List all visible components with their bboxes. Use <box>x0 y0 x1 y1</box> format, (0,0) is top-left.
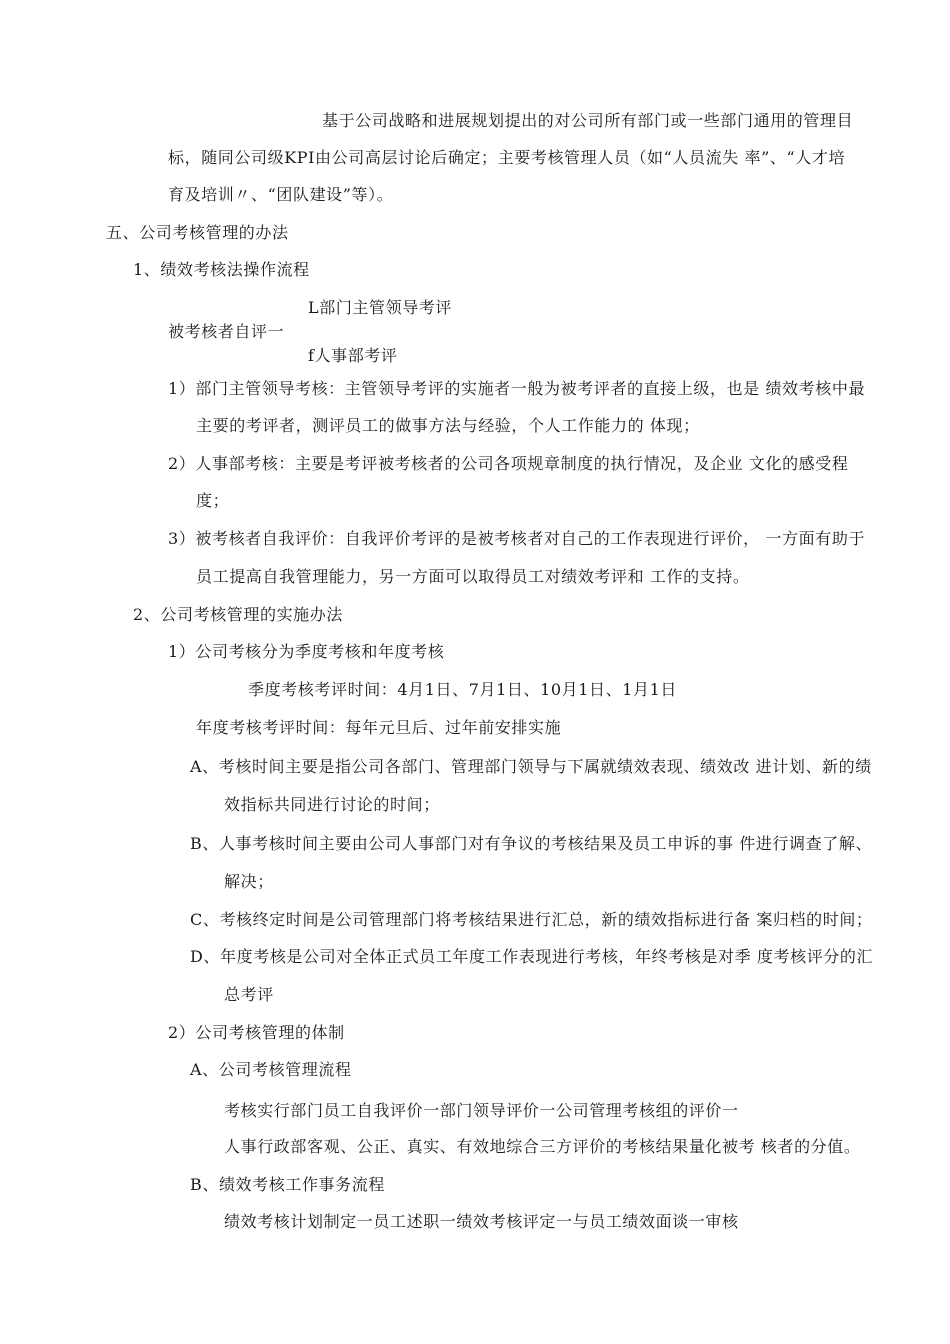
subsection-1-heading: 1、绩效考核法操作流程 <box>133 260 310 279</box>
intro-line-1: 基于公司战略和进展规划提出的对公司所有部门或一些部门通用的管理目 <box>322 111 854 130</box>
section-5-heading: 五、公司考核管理的办法 <box>106 223 289 242</box>
item-1-line-2: 主要的考评者，测评员工的做事方法与经验，个人工作能力的 体现； <box>196 416 700 435</box>
process-B-line-1: 绩效考核计划制定一员工述职一绩效考核评定一与员工绩效面谈一审核 <box>224 1212 739 1231</box>
item-D-line-1: D、年度考核是公司对全体正式员工年度工作表现进行考核，年终考核是对季 度考核评分的汇 <box>190 947 874 966</box>
process-B-heading: B、绩效考核工作事务流程 <box>190 1175 385 1194</box>
item-2-line-1: 2）人事部考核：主要是考评被考核者的公司各项规章制度的执行情况，及企业 文化的感受程 <box>168 454 849 473</box>
process-A-heading: A、公司考核管理流程 <box>190 1060 352 1079</box>
item-C-line-1: C、考核终定时间是公司管理部门将考核结果进行汇总，新的绩效指标进行备 案归档的时间； <box>190 910 873 929</box>
process-A-line-2: 人事行政部客观、公正、真实、有效地综合三方评价的考核结果量化被考 核者的分值。 <box>224 1137 861 1156</box>
item-2-line-2: 度； <box>196 491 230 510</box>
flow-top-branch: L部门主管领导考评 <box>308 298 453 317</box>
item-A-line-1: A、考核时间主要是指公司各部门、管理部门领导与下属就绩效表现、绩效改 进计划、新的绩 <box>190 757 872 776</box>
item-3-line-1: 3）被考核者自我评价：自我评价考评的是被考核者对自己的工作表现进行评价， 一方面有助于 <box>168 529 866 548</box>
item-D-line-2: 总考评 <box>224 985 274 1004</box>
process-A-line-1: 考核实行部门员工自我评价一部门领导评价一公司管理考核组的评价一 <box>224 1101 739 1120</box>
intro-line-3: 育及培训〃、“团队建设”等）。 <box>168 185 394 204</box>
point-2-heading: 2）公司考核管理的体制 <box>168 1023 345 1042</box>
flow-bottom-branch: f人事部考评 <box>308 346 398 365</box>
item-B-line-2: 解决； <box>224 872 274 891</box>
year-review-time: 年度考核考评时间：每年元旦后、过年前安排实施 <box>196 718 562 737</box>
item-3-line-2: 员工提高自我管理能力，另一方面可以取得员工对绩效考评和 工作的支持。 <box>196 567 750 586</box>
item-A-line-2: 效指标共同进行讨论的时间； <box>224 795 440 814</box>
point-1-heading: 1）公司考核分为季度考核和年度考核 <box>168 642 445 661</box>
item-1-line-1: 1）部门主管领导考核：主管领导考评的实施者一般为被考评者的直接上级，也是 绩效考核中最 <box>168 379 866 398</box>
subsection-2-heading: 2、公司考核管理的实施办法 <box>133 605 343 624</box>
item-B-line-1: B、人事考核时间主要由公司人事部门对有争议的考核结果及员工申诉的事 件进行调查了解、 <box>190 834 873 853</box>
flow-origin: 被考核者自评一 <box>168 322 285 341</box>
intro-line-2: 标，随同公司级KPI由公司高层讨论后确定；主要考核管理人员（如“人员流失 率”、“人才培 <box>168 148 846 167</box>
quarter-review-time: 季度考核考评时间：4月1日、7月1日、10月1日、1月1日 <box>248 680 678 699</box>
